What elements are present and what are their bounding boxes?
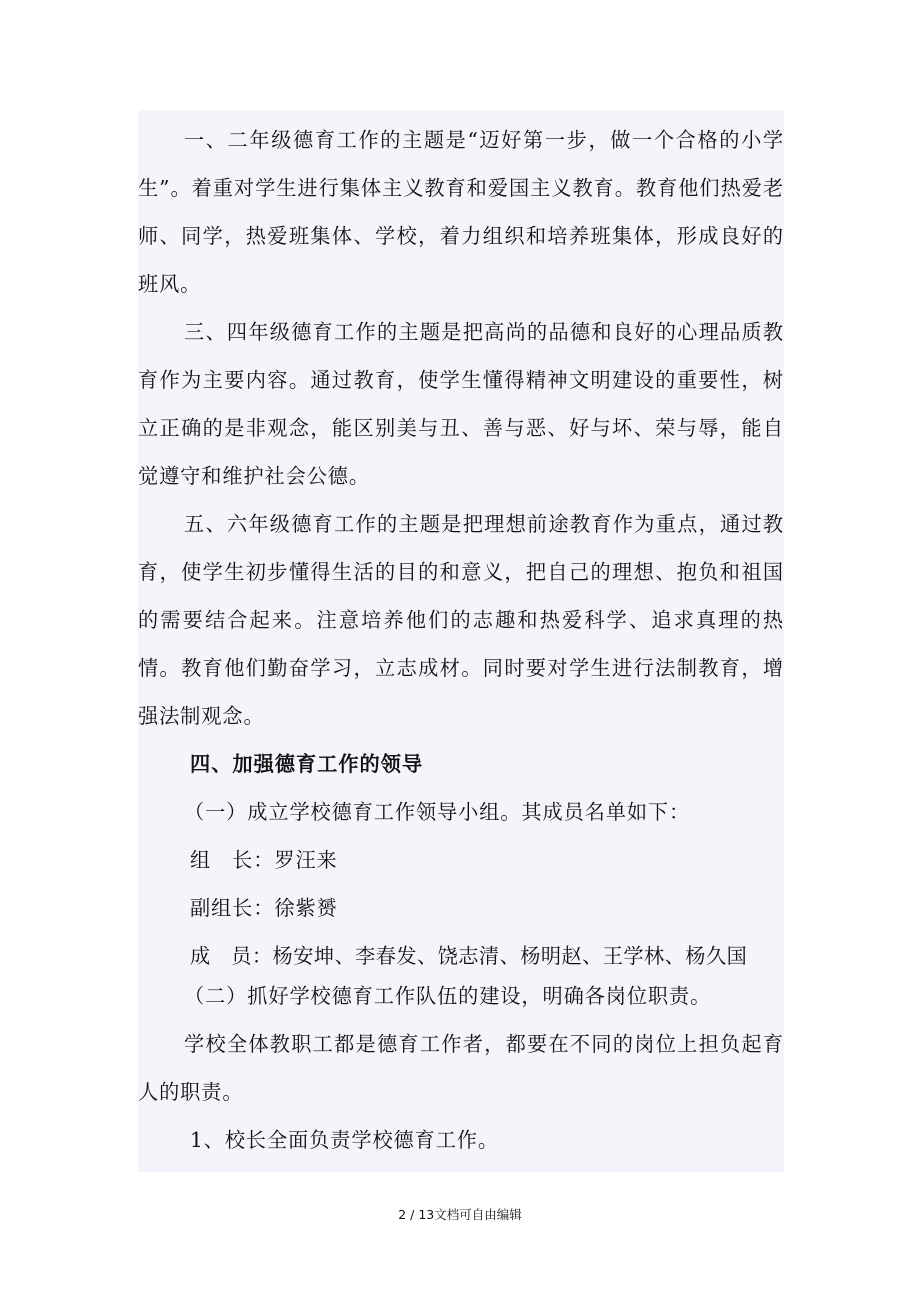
members-line: 成 员：杨安坤、李春发、饶志清、杨明赵、王学林、杨久国 — [190, 944, 748, 968]
document-body — [138, 110, 784, 1172]
paragraph-grade-5-6: 五、六年级德育工作的主题是把理想前途教育作为重点，通过教育，使学生初步懂得生活的目的和意义，把自己的理想、抱负和祖国的需要结合起来。注意培养他们的志趣和热爱科学、追求真理的热情。教育他们勤奋学习，立志成材。同时要对学生进行法制教育，增强法制观念。 — [138, 512, 784, 728]
page-footer: 2 / 13文档可自由编辑 — [398, 1207, 522, 1222]
subsection-1: （一）成立学校德育工作领导小组。其成员名单如下： — [184, 800, 691, 824]
paragraph-grade-1-2: 一、二年级德育工作的主题是“迈好第一步，做一个合格的小学生”。着重对学生进行集体主义教育和爱国主义教育。教育他们热爱老师、同学，热爱班集体、学校，着力组织和培养班集体，形成良好的班风。 — [138, 128, 784, 296]
subsection-2: （二）抓好学校德育工作队伍的建设，明确各岗位职责。 — [184, 984, 712, 1008]
paragraph-staff: 学校全体教职工都是德育工作者，都要在不同的岗位上担负起育人的职责。 — [138, 1032, 784, 1104]
paragraph-grade-3-4: 三、四年级德育工作的主题是把高尚的品德和良好的心理品质教育作为主要内容。通过教育，使学生懂得精神文明建设的重要性，树立正确的是非观念，能区别美与丑、善与恶、好与坏、荣与辱，能自觉遵守和维护社会公德。 — [138, 320, 784, 488]
section-heading-4: 四、加强德育工作的领导 — [190, 752, 424, 776]
leader-line: 组 长：罗汪来 — [190, 848, 338, 872]
list-item-1: 1、校长全面负责学校德育工作。 — [190, 1128, 499, 1152]
vice-leader-line: 副组长：徐紫赟 — [190, 896, 338, 920]
